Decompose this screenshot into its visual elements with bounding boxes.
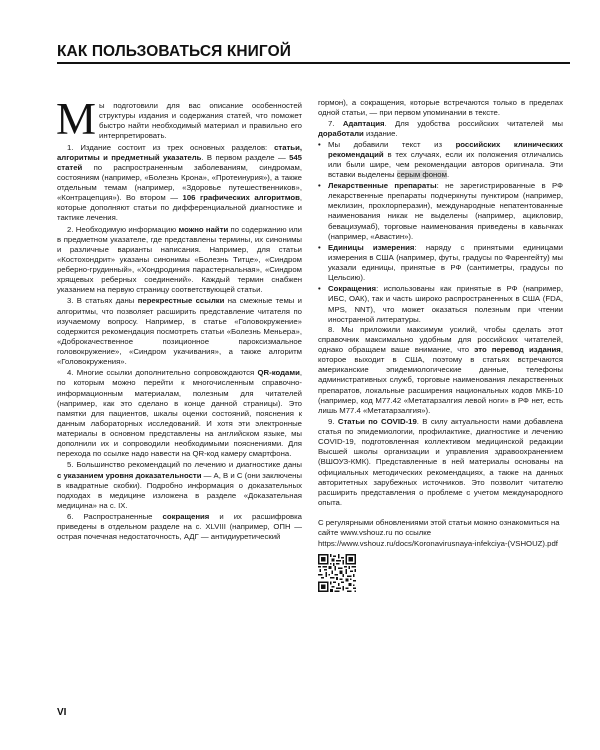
drop-cap: М <box>56 94 97 144</box>
paragraph-9: 9. Статьи по COVID-19. В силу актуальности нами добавлена статья по эпидемиологии, профилактике, диагностике и лечению COVID-19, подготовленная коллективом медицинской редакции Высшей школы организации и управления здравоохранением (ВШОУЗ-КМК). Представленные в ней материалы основаны на официальных методических рекомендациях, а также на данных авторитетных зарубежных источников. Это позволит читателю расширить представления о проблеме с учетом международного опыта. <box>318 416 563 507</box>
intro-paragraph: Мы подготовили для вас описание особенностей структуры издания и содержания статей, что поможет быстро найти необходимый материал и правильно его интерпретировать. <box>56 94 302 144</box>
continued-paragraph: гормон), а сокращения, которые встречаются только в пределах одной статьи, — при первом упоминании в тексте. <box>318 98 563 118</box>
page-number: VI <box>57 707 67 718</box>
list-item: • Мы добавили текст из российских клинических рекомендаций в тех случаях, если их положения отличались или были шире, чем рекомендации авторов оригинала. Эти вставки выделены серым фоном. <box>318 140 563 181</box>
updates-link[interactable]: https://www.vshouz.ru/docs/Koronavirusnaya-infekciya-(VSHOUZ).pdf <box>318 539 558 549</box>
gray-highlight: серым фоном <box>396 169 447 179</box>
paragraph-3: 3. В статьях даны перекрестные ссылки на смежные темы и алгоритмы, что позволяет расширить представление читателя по изучаемому вопросу. Например, в статье «Головокружение» содержится рекомендация посмотреть статьи «Болезнь Меньера», «Доброкачественное позиционное пароксизмальное головокружение», «Синдром укачивания», а также алгоритм «Головокружения». <box>57 296 302 367</box>
list-item: • Лекарственные препараты: не зарегистрированные в РФ лекарственные препараты подчеркнуты пунктиром (например, меклизин, прохлорперазин), международные непатентованные наименования никак не выделены (например, ацикловир, бевацизумаб), торговые наименования приведены в кавычках (например, «Авастин»). <box>318 181 563 242</box>
paragraph-7: 7. Адаптация. Для удобства российских читателей мы доработали издание. <box>318 119 563 139</box>
updates-text: С регулярными обновлениями этой статьи можно ознакомиться на сайте www.vshouz.ru по ссылке <box>318 518 560 538</box>
paragraph-6: 6. Распространенные сокращения и их расшифровка приведены в отдельном разделе на с. XLVIII (например, ОПН — острая почечная недостаточность, АДГ — антидиуретический <box>57 512 302 542</box>
paragraph-4: 4. Многие ссылки дополнительно сопровождаются QR-кодами, по которым можно перейти к многочисленным справочно-информационным материалам, полезным для читателей (например, как это сделано в конце данной страницы). Это памятки для пациентов, шкалы оценки состояний, пояснения к данным лабораторных исследований. И хотя эти электронные материалы в основном представлены на английском языке, мы дополнили их и сопроводили необходимыми пояснениями. Для перехода по ссылке надо навести на QR-код камеру смартфона. <box>57 368 302 459</box>
updates-note <box>318 518 563 592</box>
paragraph-8: 8. Мы приложили максимум усилий, чтобы сделать этот справочник максимально удобным для российских читателей, однако обращаем ваше внимание, что это перевод издания, которое выходит в США, поэтому в статьях встречаются американские эпидемиологические данные, телефоны административных служб, торговые наименования лекарственных препаратов, локальные расширения национальных кодов МКБ-10 (например, код M77.42 «Метатарзалгия левой ноги» в РФ нет, есть лишь M77.4 «Метатарзалгия»). <box>318 324 563 415</box>
adaptation-list <box>318 140 563 325</box>
right-column <box>318 98 563 592</box>
paragraph-5: 5. Большинство рекомендаций по лечению и диагностике даны с указанием уровня доказательности — A, B и C (они заключены в квадратные скобки). Подробно информация о доказательных подходах в медицине изложена в разделе «Доказательная медицина» на с. IX. <box>57 460 302 510</box>
page-title: КАК ПОЛЬЗОВАТЬСЯ КНИГОЙ <box>57 43 292 60</box>
list-item: • Сокращения: использованы как принятые в РФ (например, ИБС, ОАК), так и часть широко распространенных в США (FDA, MPS, NNT), что может оказаться полезным при чтении иностранной литературы. <box>318 284 563 325</box>
qr-code-icon[interactable] <box>318 554 356 592</box>
list-item: • Единицы измерения: наряду с принятыми единицами измерения в США (например, футы, градусы по Фаренгейту) мы указали единицы, принятые в РФ (сантиметры, градусы по Цельсию). <box>318 243 563 284</box>
paragraph-1: 1. Издание состоит из трех основных разделов: статьи, алгоритмы и предметный указатель. В первом разделе — 545 статей по распространенным заболеваниям, синдромам, состояниям (например, «Болезнь Крона», «Протеинурия»), а также отдельным темам (например, «Здоровье путешественников», «Контрацепция»). Во втором — 106 графических алгоритмов, которые дополняют статьи по дифференциальной диагностике и тактике лечения. <box>57 142 302 223</box>
left-column <box>56 94 303 542</box>
title-divider <box>57 62 570 64</box>
paragraph-2: 2. Необходимую информацию можно найти по содержанию или в предметном указателе, где представлены термины, их синонимы и различные варианты написания. Например, для статьи «Костохондрит» указаны синонимы «Болезнь Титце», «Синдром реберно-грудинный», «Хондродиния парастернальная», «Синдром хрящевых реберных соединений». Каждый термин снабжен указанием на первую страницу соответствующей статьи. <box>57 224 303 295</box>
